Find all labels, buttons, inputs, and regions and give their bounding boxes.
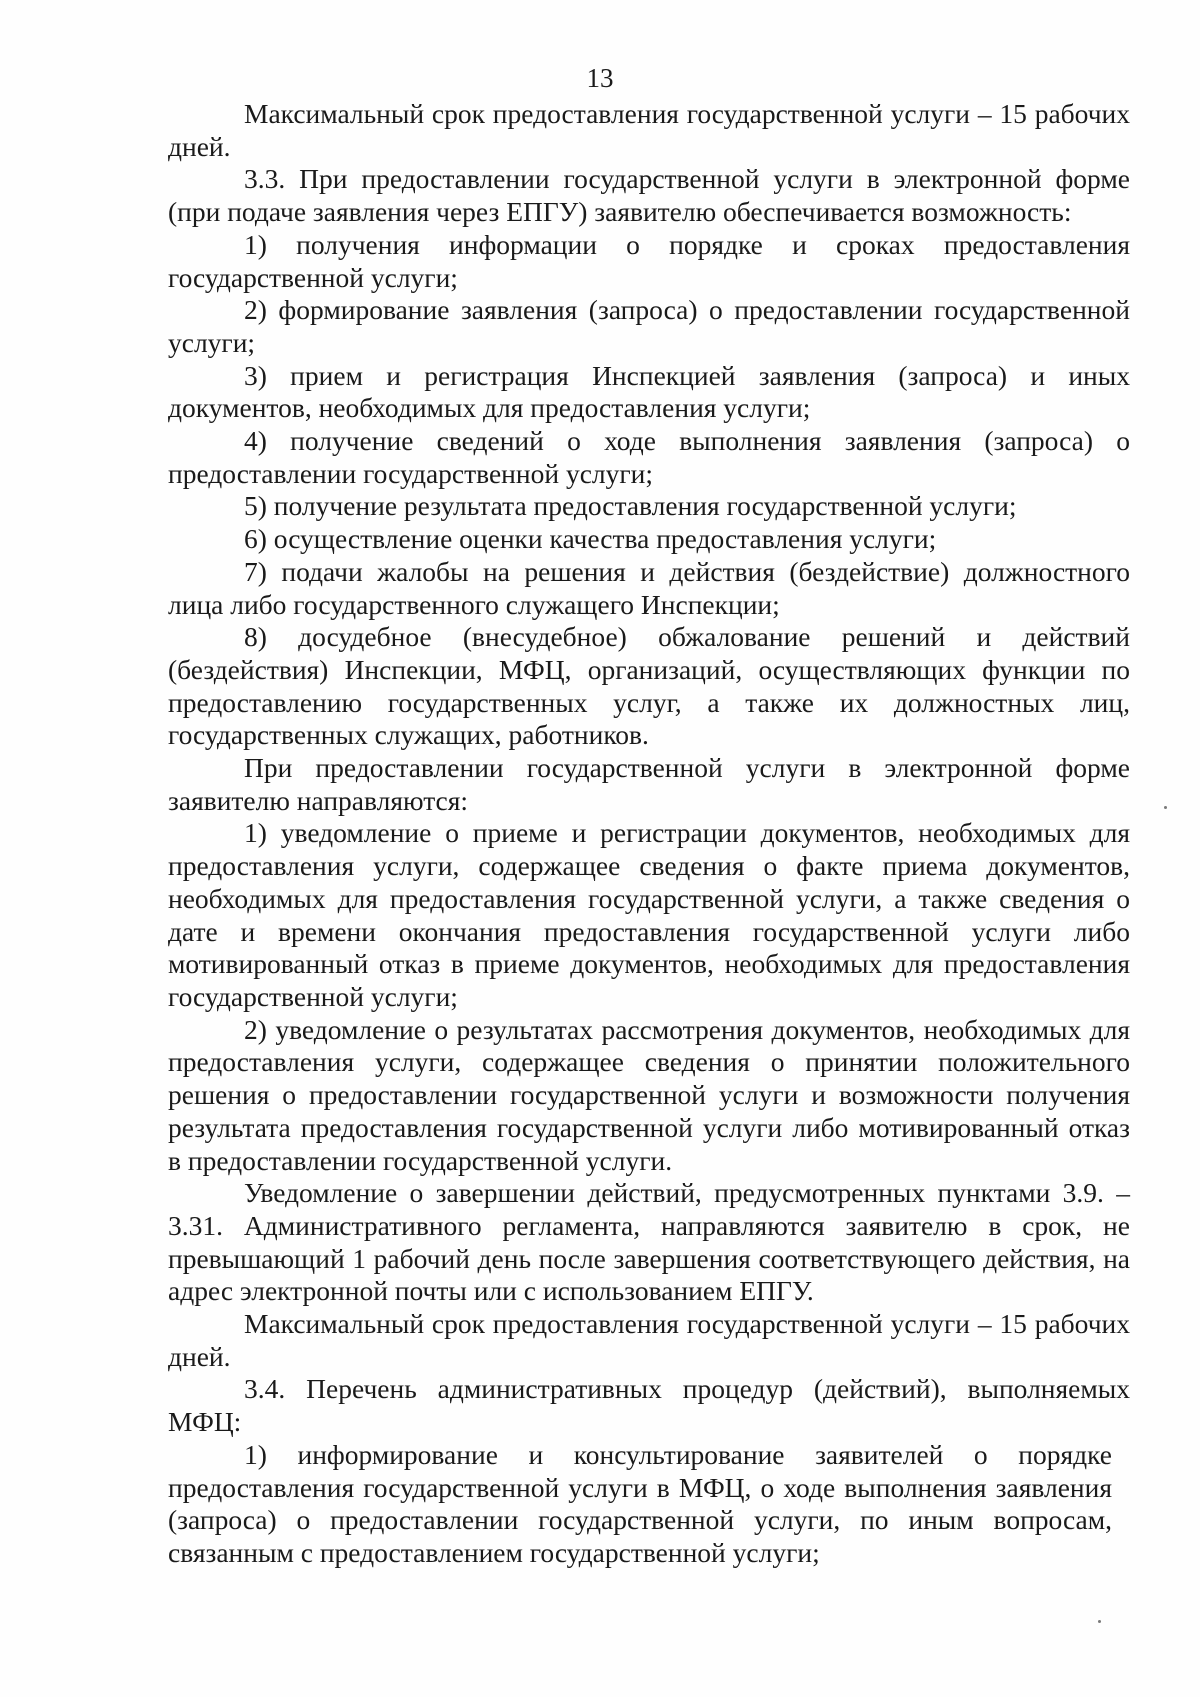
- paragraph-max-term-repeat: Максимальный срок предоставления государственной услуги – 15 рабочих дней.: [168, 1308, 1130, 1372]
- page-number: 13: [586, 63, 614, 93]
- list-item-3-3-2: 2) формирование заявления (запроса) о предоставлении государственной услуги;: [168, 294, 1130, 358]
- paragraph-max-term: Максимальный срок предоставления государственной услуги – 15 рабочих дней.: [168, 98, 1130, 162]
- list-item-notification-2: 2) уведомление о результатах рассмотрения документов, необходимых для предоставления услуги, содержащее сведения о принятии положительного решения о предоставлении государственной услуги и возможности получения результата предоставления государственной услуги либо мотивированный отказ в предоставлении государственной услуги.: [168, 1013, 1130, 1176]
- document-body: [168, 98, 1130, 1570]
- list-item-notification-1: 1) уведомление о приеме и регистрации документов, необходимых для предоставления услуги, содержащее сведения о факте приема документов, необходимых для предоставления государственной услуги, а также сведения о дате и времени окончания предоставления государственной услуги либо мотивированный отказ в приеме документов, необходимых для предоставления государственной услуги;: [168, 817, 1130, 1012]
- list-item-3-3-7: 7) подачи жалобы на решения и действия (бездействие) должностного лица либо государственного служащего Инспекции;: [168, 555, 1130, 620]
- list-item-3-3-5: 5) получение результата предоставления государственной услуги;: [244, 490, 1017, 522]
- scan-speck: [1098, 1620, 1101, 1623]
- scan-speck: [1164, 806, 1167, 809]
- paragraph-3-3-heading: 3.3. При предоставлении государственной услуги в электронной форме (при подаче заявления через ЕПГУ) заявителю обеспечивается возможность:: [168, 163, 1130, 228]
- list-item-3-3-8: 8) досудебное (внесудебное) обжалование решений и действий (бездействия) Инспекции, МФЦ, организаций, осуществляющих функции по предоставлению государственных услуг, а также их должностных лиц, государственных служащих, работников.: [168, 621, 1130, 751]
- list-item-3-3-1: 1) получения информации о порядке и сроках предоставления государственной услуги;: [168, 228, 1130, 293]
- list-item-3-4-1: 1) информирование и консультирование заявителей о порядке предоставления государственной услуги в МФЦ, о ходе выполнения заявления (запроса) о предоставлении государственной услуги, по иным вопросам, связанным с предоставлением государственной услуги;: [168, 1438, 1112, 1568]
- paragraph-completion-notice: Уведомление о завершении действий, предусмотренных пунктами 3.9. – 3.31. Административного регламента, направляются заявителю в срок, не превышающий 1 рабочий день после завершения соответствующего действия, на адрес электронной почты или с использованием ЕПГУ.: [168, 1177, 1130, 1307]
- paragraph-3-4-heading: 3.4. Перечень административных процедур (действий), выполняемых МФЦ:: [168, 1373, 1130, 1438]
- paragraph-notifications-intro: При предоставлении государственной услуги в электронной форме заявителю направляются:: [168, 752, 1130, 816]
- list-item-3-3-6: 6) осуществление оценки качества предоставления услуги;: [244, 523, 937, 555]
- list-item-3-3-4: 4) получение сведений о ходе выполнения заявления (запроса) о предоставлении государственной услуги;: [168, 425, 1130, 489]
- list-item-3-3-3: 3) прием и регистрация Инспекцией заявления (запроса) и иных документов, необходимых для предоставления услуги;: [168, 359, 1130, 424]
